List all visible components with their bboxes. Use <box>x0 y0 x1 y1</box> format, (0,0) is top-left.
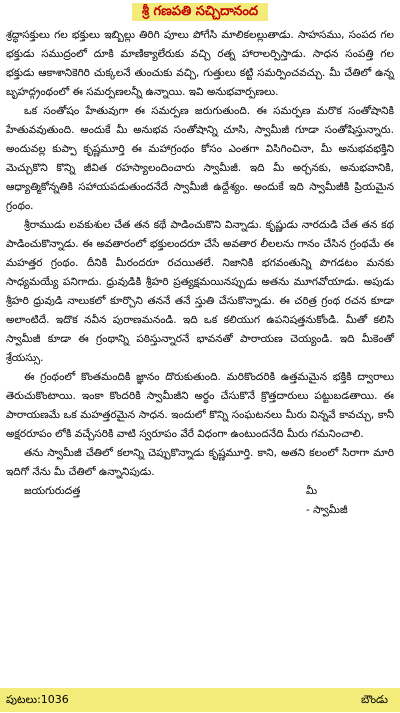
signature-row-1 <box>6 482 394 501</box>
paragraph-2: ఒక సంతోషం హేతువుగా ఈ సమర్పణ జరుగుతుంది. ఈ సమర్పణ మరొక సంతోషానికి హేతువవుతుంది. అందుకే మీ అనుభవ సంతోషాన్ని చూసి, స్వామీజీ గూడా సంతోషిస్తున్నారు. అందువల్ల కుప్పా కృష్ణమూర్తి ఈ మహాగ్రంథం కోసం ఎంతగా విసిగించినా, మీ అనుభవభక్తిని మెచ్చుకొని కొన్ని జీవిత రహస్యాలందించారు స్వామీజీ. ఇది మీ అర్చనకు, అనుభవానికి, ఆధ్యాత్మికోన్నతికి సహాయపడుతుందనేదే స్వామీజీ ఉద్దేశ్యం. అందుకే ఇది స్వామీజీకి ప్రియమైన గ్రంథం. <box>6 105 394 212</box>
page-title: శ్రీ గణపతి సచ్చిదానంద <box>132 3 268 21</box>
document-body <box>6 26 394 520</box>
paragraph-5: తను స్వామీజీ చేతిలో కలాన్ని చెప్పుకొన్నాడు కృష్ణమూర్తి. కాని, అతని కలంలో సిరాగా మారి ఇదిగో నేను మీ చేతిలో ఉన్నానిపుడు. <box>6 447 394 478</box>
footer-bar <box>0 688 400 712</box>
paragraph-4: ఈ గ్రంథంలో కొంతమందికి జ్ఞానం దొరుకుతుంది. మరికొందరికి ఉత్తమమైన భక్తికి ద్వారాలు తెరుచుకొంటాయి. ఇంకా కొందరికి స్వామీజీని అర్థం చేసుకొనే క్రొత్తదారులు పట్టుబడతాయి. ఈ పారాయణమే ఒక మహత్తరమైన సాధన. ఇందులో కొన్ని సంఘటనలు మీరు విన్నవే కావచ్చు, కానీ అక్షరరూపం లోకి వచ్చేసరికి వాటి స్వరూపం వేరే విధంగా ఉంటుందనేది మీరు గమనించాలి. <box>6 371 394 440</box>
signature-name: - స్వామీజీ <box>306 504 348 516</box>
signature-row-2 <box>6 501 394 520</box>
paragraph-3: శ్రీరాముడు లవకుశుల చేత తన కథే పాడించుకొని విన్నాడు. కృష్ణుడు నారదుడి చేత తన కథ పాడించుకొన్నాడు. ఈ అవతారంలో భక్తులందరూ చేసే అవతార లీలలను గానం చేసిన గ్రంథమే ఈ మహత్తర గ్రంథం. దీనికి మీరందరూ రచయితలే. నిజానికి భగవంతున్ని పొగడటం మనకు సాధ్యమయ్యే పనిగాదు. ధ్రువుడికి శ్రీహరి ప్రత్యక్షమయినప్పుడు అతను మూగవోయాడు. అపుడు శ్రీహరి ధ్రువుడి నాలుకలో కూర్చొని తననే తనే స్తుతి చేసుకొన్నాడు. ఈ చరిత్ర గ్రంథ రచన కూడా అలాంటిదే. ఇదొక నవీన పురాణమనండి. ఇది ఒక కలియుగ ఉపనిషత్తనుకోండి. మీతో కలిసి స్వామీజీ కూడా ఈ గ్రంథాన్ని పఠిస్తున్నారనే భావనతో పారాయణ చెయ్యండి. ఇది మీకెంతో శ్రేయస్సు. <box>6 219 394 364</box>
header <box>0 0 400 24</box>
binding-label: బౌండు <box>361 693 388 706</box>
paragraph-1: శ్రద్ధాసక్తులు గల భక్తులు ఇబ్బిల్లు తిరిగి పూలు పోగేసి మాలికలల్లుతాడు. సాహసము, సంపద గల భక్తుడు సముద్రంలో దూకి మాణిక్యాలేరుకు వచ్చి రత్న హారాలర్పిస్తాడు. సాధన సంపత్తి గల భక్తుడు ఆకాశానికెగిరి చుక్కలనే తుంచుకు వచ్చి, గుత్తులు కట్టి సమర్పించవచ్చు. మీ చేతిలో ఉన్న బృహద్గ్రంథంలో ఈ సమర్పణలన్నీ ఉన్నాయి. ఇవి అనుభవార్పణలు. <box>6 29 394 98</box>
signature-yours: మీ <box>306 485 318 497</box>
blessing-text: జయగురుదత్త <box>24 485 81 497</box>
page-count: పుటలు:1036 <box>6 693 69 706</box>
